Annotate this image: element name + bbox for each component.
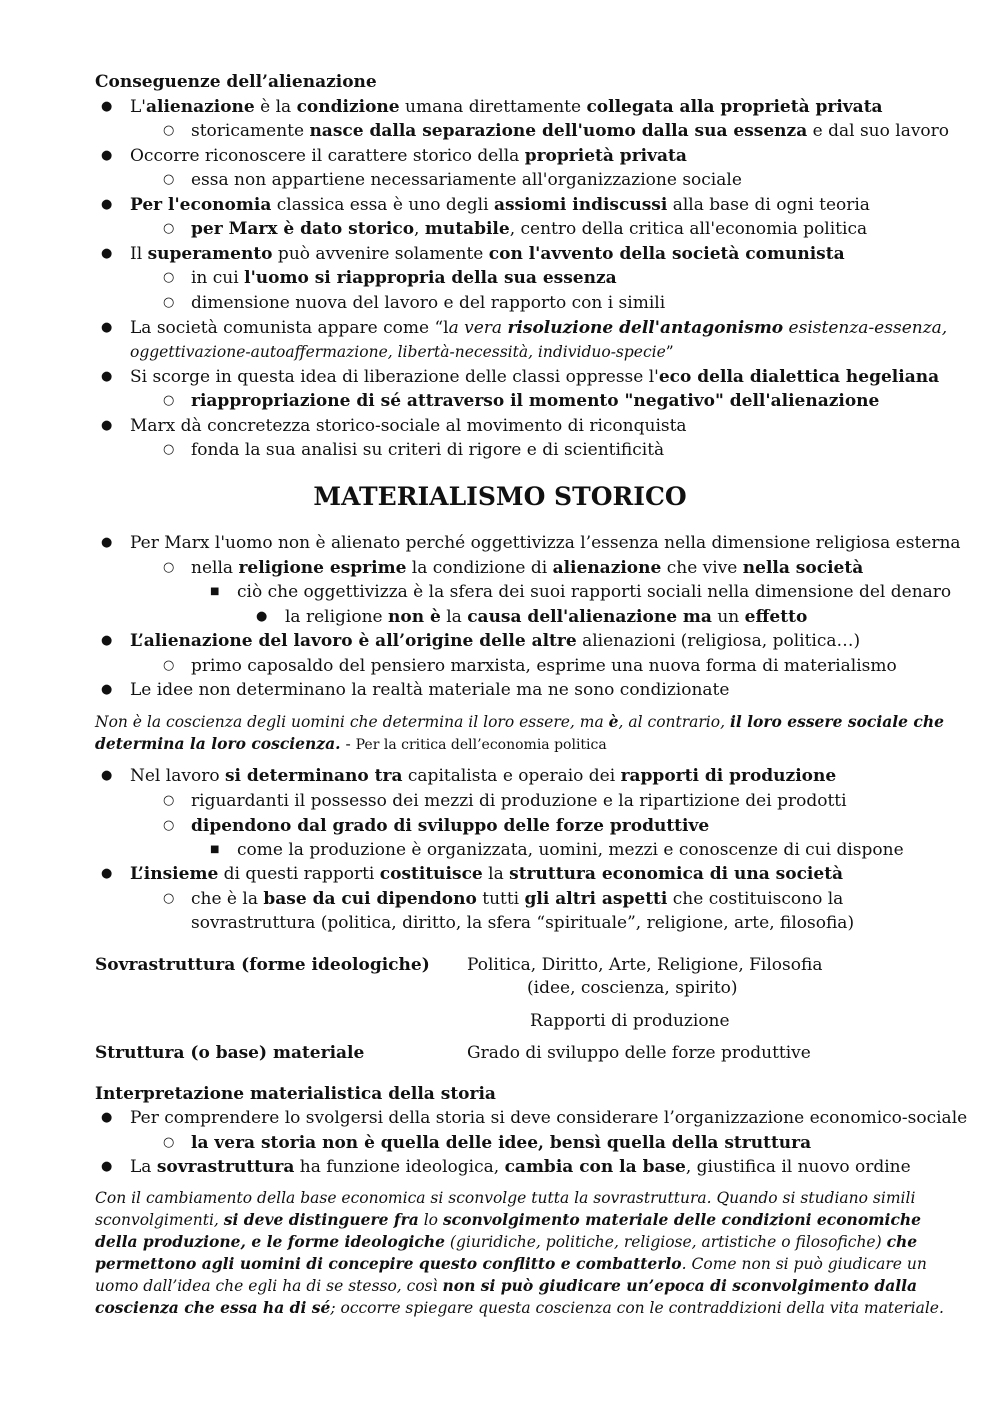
text-run: Il xyxy=(130,244,148,264)
list-item xyxy=(237,838,904,862)
quote-line xyxy=(95,711,944,733)
bullet-icon: ○ xyxy=(163,658,175,673)
text-run: storicamente xyxy=(191,121,310,141)
text-run: che vive xyxy=(661,558,743,578)
list-item xyxy=(130,193,870,217)
text-run: in cui xyxy=(191,268,245,288)
text-run: Per comprendere lo svolgersi della storia si deve considerare l’organizzazione economico-sociale xyxy=(130,1108,968,1128)
bullet-icon: ● xyxy=(101,1110,113,1125)
text-run: Le idee non determinano la realtà materiale ma ne sono condizionate xyxy=(130,680,730,700)
text-run: la xyxy=(440,607,468,627)
text-run: permettono agli uomini di concepire questo conflitto e combatterlo xyxy=(95,1254,682,1273)
list-item xyxy=(191,556,863,580)
text-run: mutabile xyxy=(424,219,510,239)
bullet-icon: ■ xyxy=(210,844,220,855)
text-run: L’alienazione del lavoro è all’origine delle altre xyxy=(130,631,577,651)
bullet-icon: ○ xyxy=(163,818,175,833)
list-item xyxy=(130,340,674,364)
bullet-icon: ● xyxy=(101,866,113,881)
text-run: tutti xyxy=(476,889,525,909)
section-heading-interpretazione: Interpretazione materialistica della storia xyxy=(95,1084,496,1104)
text-run: , al contrario, xyxy=(618,713,730,731)
section-heading-alienazione: Conseguenze dell’alienazione xyxy=(95,72,377,92)
list-item xyxy=(130,678,729,702)
quote-line xyxy=(95,1297,944,1319)
text-run: costituisce xyxy=(379,864,483,884)
text-run: coscienza che essa ha di sé xyxy=(95,1298,331,1317)
text-run: - xyxy=(340,735,356,753)
text-run: Marx dà concretezza storico-sociale al movimento di riconquista xyxy=(130,416,687,436)
text-run: , centro della critica all'economia politica xyxy=(509,219,868,239)
rapporti-produzione-value: Rapporti di produzione xyxy=(530,1011,730,1031)
text-run: esistenza-essenza, xyxy=(783,318,948,338)
text-run: assiomi indiscussi xyxy=(493,195,668,215)
list-item xyxy=(191,911,854,935)
text-run: per Marx è dato storico xyxy=(191,219,415,239)
list-item xyxy=(130,242,845,266)
list-item xyxy=(130,316,947,340)
text-run: alienazioni (religiosa, politica…) xyxy=(576,631,861,651)
text-run: a vera xyxy=(448,318,508,338)
bullet-icon: ● xyxy=(101,768,113,783)
text-run: è la xyxy=(254,97,297,117)
text-run: come la produzione è organizzata, uomini, mezzi e conoscenze di cui dispone xyxy=(237,840,904,860)
text-run: base da cui dipendono xyxy=(263,889,477,909)
bullet-icon: ○ xyxy=(163,793,175,808)
text-run: Non è la coscienza degli uomini che determina il loro essere, ma xyxy=(95,713,609,731)
bullet-icon: ● xyxy=(101,246,113,261)
sovrastruttura-value: Politica, Diritto, Arte, Religione, Filosofia xyxy=(467,955,823,975)
quote-line xyxy=(95,1253,927,1275)
text-run: l'uomo si riappropria della sua essenza xyxy=(244,268,617,288)
list-item xyxy=(237,580,951,604)
text-run: nasce dalla separazione dell'uomo dalla sua essenza xyxy=(309,121,808,141)
bullet-icon: ● xyxy=(101,535,113,550)
text-run: che costituiscono la xyxy=(667,889,844,909)
text-run: , giustifica il nuovo ordine xyxy=(685,1157,911,1177)
text-run: si deve distinguere fra xyxy=(223,1210,419,1229)
quote-line xyxy=(95,733,607,755)
list-item xyxy=(191,438,664,462)
list-item xyxy=(130,414,687,438)
text-run: di questi rapporti xyxy=(218,864,380,884)
text-run: ha funzione ideologica, xyxy=(294,1157,505,1177)
list-item xyxy=(191,389,879,413)
text-run: Per Marx l'uomo non è alienato perché oggettivizza l’essenza nella dimensione religiosa esterna xyxy=(130,533,961,553)
list-item xyxy=(130,764,836,788)
text-run: La società comunista appare come “l xyxy=(130,318,449,338)
list-item xyxy=(191,291,665,315)
quote-line xyxy=(95,1275,917,1297)
text-run: condizione xyxy=(296,97,400,117)
bullet-icon: ● xyxy=(101,682,113,697)
text-run: sovrastruttura (politica, diritto, la sfera “spirituale”, religione, arte, filosofia) xyxy=(191,913,855,933)
list-item xyxy=(191,217,867,241)
text-run: la religione xyxy=(285,607,389,627)
list-item xyxy=(191,814,709,838)
list-item xyxy=(191,789,847,813)
text-run: proprietà privata xyxy=(524,146,687,166)
list-item xyxy=(130,365,939,389)
text-run: superamento xyxy=(147,244,273,264)
text-run: ” xyxy=(665,343,674,361)
text-run: Occorre riconoscere il carattere storico della xyxy=(130,146,525,166)
text-run: nella xyxy=(191,558,239,578)
text-run: . Come non si può giudicare un xyxy=(681,1255,927,1273)
text-run: sconvolgimenti, xyxy=(95,1211,224,1229)
bullet-icon: ○ xyxy=(163,393,175,408)
bullet-icon: ● xyxy=(101,418,113,433)
text-run: collegata alla proprietà privata xyxy=(586,97,883,117)
text-run: Per la critica dell’economia politica xyxy=(355,737,607,753)
text-run: risoluzione dell'antagonismo xyxy=(507,318,784,338)
text-run: effetto xyxy=(744,607,808,627)
list-item xyxy=(191,887,843,911)
text-run: e dal suo lavoro xyxy=(807,121,950,141)
text-run: sovrastruttura xyxy=(156,1157,295,1177)
text-run: essa non appartiene necessariamente all'organizzazione sociale xyxy=(191,170,742,190)
bullet-icon: ○ xyxy=(163,221,175,236)
list-item xyxy=(130,144,687,168)
list-item xyxy=(191,168,742,192)
list-item xyxy=(130,1155,911,1179)
quote-line xyxy=(95,1231,917,1253)
bullet-icon: ○ xyxy=(163,442,175,457)
text-run: il loro essere sociale che xyxy=(729,712,944,731)
text-run: Si scorge in questa idea di liberazione delle classi oppresse l' xyxy=(130,367,659,387)
bullet-icon: ○ xyxy=(163,295,175,310)
text-run: gli altri aspetti xyxy=(524,889,668,909)
text-run: dipendono dal grado di sviluppo delle forze produttive xyxy=(191,816,710,836)
struttura-value: Grado di sviluppo delle forze produttive xyxy=(467,1043,811,1063)
text-run: classica essa è uno degli xyxy=(271,195,494,215)
sovrastruttura-subvalue: (idee, coscienza, spirito) xyxy=(527,978,738,998)
text-run: ciò che oggettivizza è la sfera dei suoi rapporti sociali nella dimensione del denaro xyxy=(237,582,952,602)
text-run: umana direttamente xyxy=(399,97,587,117)
bullet-icon: ● xyxy=(101,633,113,648)
text-run: la xyxy=(482,864,510,884)
list-item xyxy=(130,1106,967,1130)
list-item xyxy=(191,654,897,678)
bullet-icon: ● xyxy=(101,148,113,163)
text-run: oggettivazione-autoaffermazione, libertà-necessità, individuo-specie xyxy=(130,343,666,361)
quote-line xyxy=(95,1209,921,1231)
text-run: alienazione xyxy=(145,97,255,117)
bullet-icon: ○ xyxy=(163,560,175,575)
text-run: la vera storia non è quella delle idee, bensì quella della struttura xyxy=(191,1133,812,1153)
text-run: capitalista e operaio dei xyxy=(402,766,621,786)
text-run: uomo dall’idea che egli ha di se stesso, così xyxy=(95,1277,443,1295)
text-run: primo caposaldo del pensiero marxista, esprime una nuova forma di materialismo xyxy=(191,656,897,676)
text-run: può avvenire solamente xyxy=(272,244,489,264)
text-run: con l'avvento della società comunista xyxy=(488,244,845,264)
text-run: un xyxy=(711,607,745,627)
bullet-icon: ● xyxy=(256,609,268,624)
text-run: dimensione nuova del lavoro e del rapporto con i simili xyxy=(191,293,666,313)
text-run: che è la xyxy=(191,889,264,909)
bullet-icon: ● xyxy=(101,1159,113,1174)
text-run: ; occorre spiegare questa coscienza con le contraddizioni della vita materiale. xyxy=(330,1299,944,1317)
text-run: alienazione xyxy=(552,558,662,578)
bullet-icon: ● xyxy=(101,369,113,384)
list-item xyxy=(191,1131,811,1155)
text-run: che xyxy=(886,1232,918,1251)
text-run: riguardanti il possesso dei mezzi di produzione e la ripartizione dei prodotti xyxy=(191,791,847,811)
list-item xyxy=(191,266,617,290)
text-run: L' xyxy=(130,97,146,117)
bullet-icon: ○ xyxy=(163,891,175,906)
text-run: causa dell'alienazione ma xyxy=(467,607,712,627)
text-run: religione esprime xyxy=(238,558,407,578)
text-run: rapporti di produzione xyxy=(620,766,837,786)
text-run: L’insieme xyxy=(130,864,219,884)
text-run: determina la loro coscienza. xyxy=(95,734,341,753)
text-run: cambia con la base xyxy=(504,1157,686,1177)
bullet-icon: ○ xyxy=(163,1135,175,1150)
list-item xyxy=(130,95,883,119)
text-run: , xyxy=(414,219,425,239)
bullet-icon: ○ xyxy=(163,123,175,138)
text-run: non si può giudicare un’epoca di sconvolgimento dalla xyxy=(442,1276,918,1295)
text-run: struttura economica di una società xyxy=(509,864,844,884)
text-run: della produzione, e le forme ideologiche xyxy=(95,1232,445,1251)
text-run: La xyxy=(130,1157,157,1177)
bullet-icon: ● xyxy=(101,99,113,114)
text-run: lo xyxy=(418,1211,443,1229)
list-item xyxy=(130,531,961,555)
text-run: si determinano tra xyxy=(224,766,403,786)
list-item xyxy=(130,862,843,886)
bullet-icon: ○ xyxy=(163,172,175,187)
quote-line xyxy=(95,1187,915,1209)
text-run: nella società xyxy=(742,558,864,578)
bullet-icon: ● xyxy=(101,197,113,212)
bullet-icon: ○ xyxy=(163,270,175,285)
text-run: è xyxy=(608,712,619,731)
text-run: la condizione di xyxy=(406,558,553,578)
text-run: non è xyxy=(388,607,441,627)
text-run: Nel lavoro xyxy=(130,766,225,786)
bullet-icon: ■ xyxy=(210,586,220,597)
page-title: MATERIALISMO STORICO xyxy=(313,482,687,511)
text-run: riappropriazione di sé attraverso il momento "negativo" dell'alienazione xyxy=(191,391,880,411)
sovrastruttura-label: Sovrastruttura (forme ideologiche) xyxy=(95,955,430,975)
list-item xyxy=(130,629,860,653)
text-run: fonda la sua analisi su criteri di rigore e di scientificità xyxy=(191,440,665,460)
text-run: (giuridiche, politiche, religiose, artistiche o filosofiche) xyxy=(445,1233,887,1251)
text-run: Per l'economia xyxy=(130,195,272,215)
list-item xyxy=(191,119,949,143)
text-run: sconvolgimento materiale delle condizioni economiche xyxy=(442,1210,922,1229)
text-run: eco della dialettica hegeliana xyxy=(658,367,940,387)
struttura-label: Struttura (o base) materiale xyxy=(95,1043,365,1063)
list-item xyxy=(285,605,807,629)
bullet-icon: ● xyxy=(101,320,113,335)
text-run: alla base di ogni teoria xyxy=(667,195,870,215)
text-run: Con il cambiamento della base economica si sconvolge tutta la sovrastruttura. Quando si studiano simili xyxy=(95,1189,916,1207)
